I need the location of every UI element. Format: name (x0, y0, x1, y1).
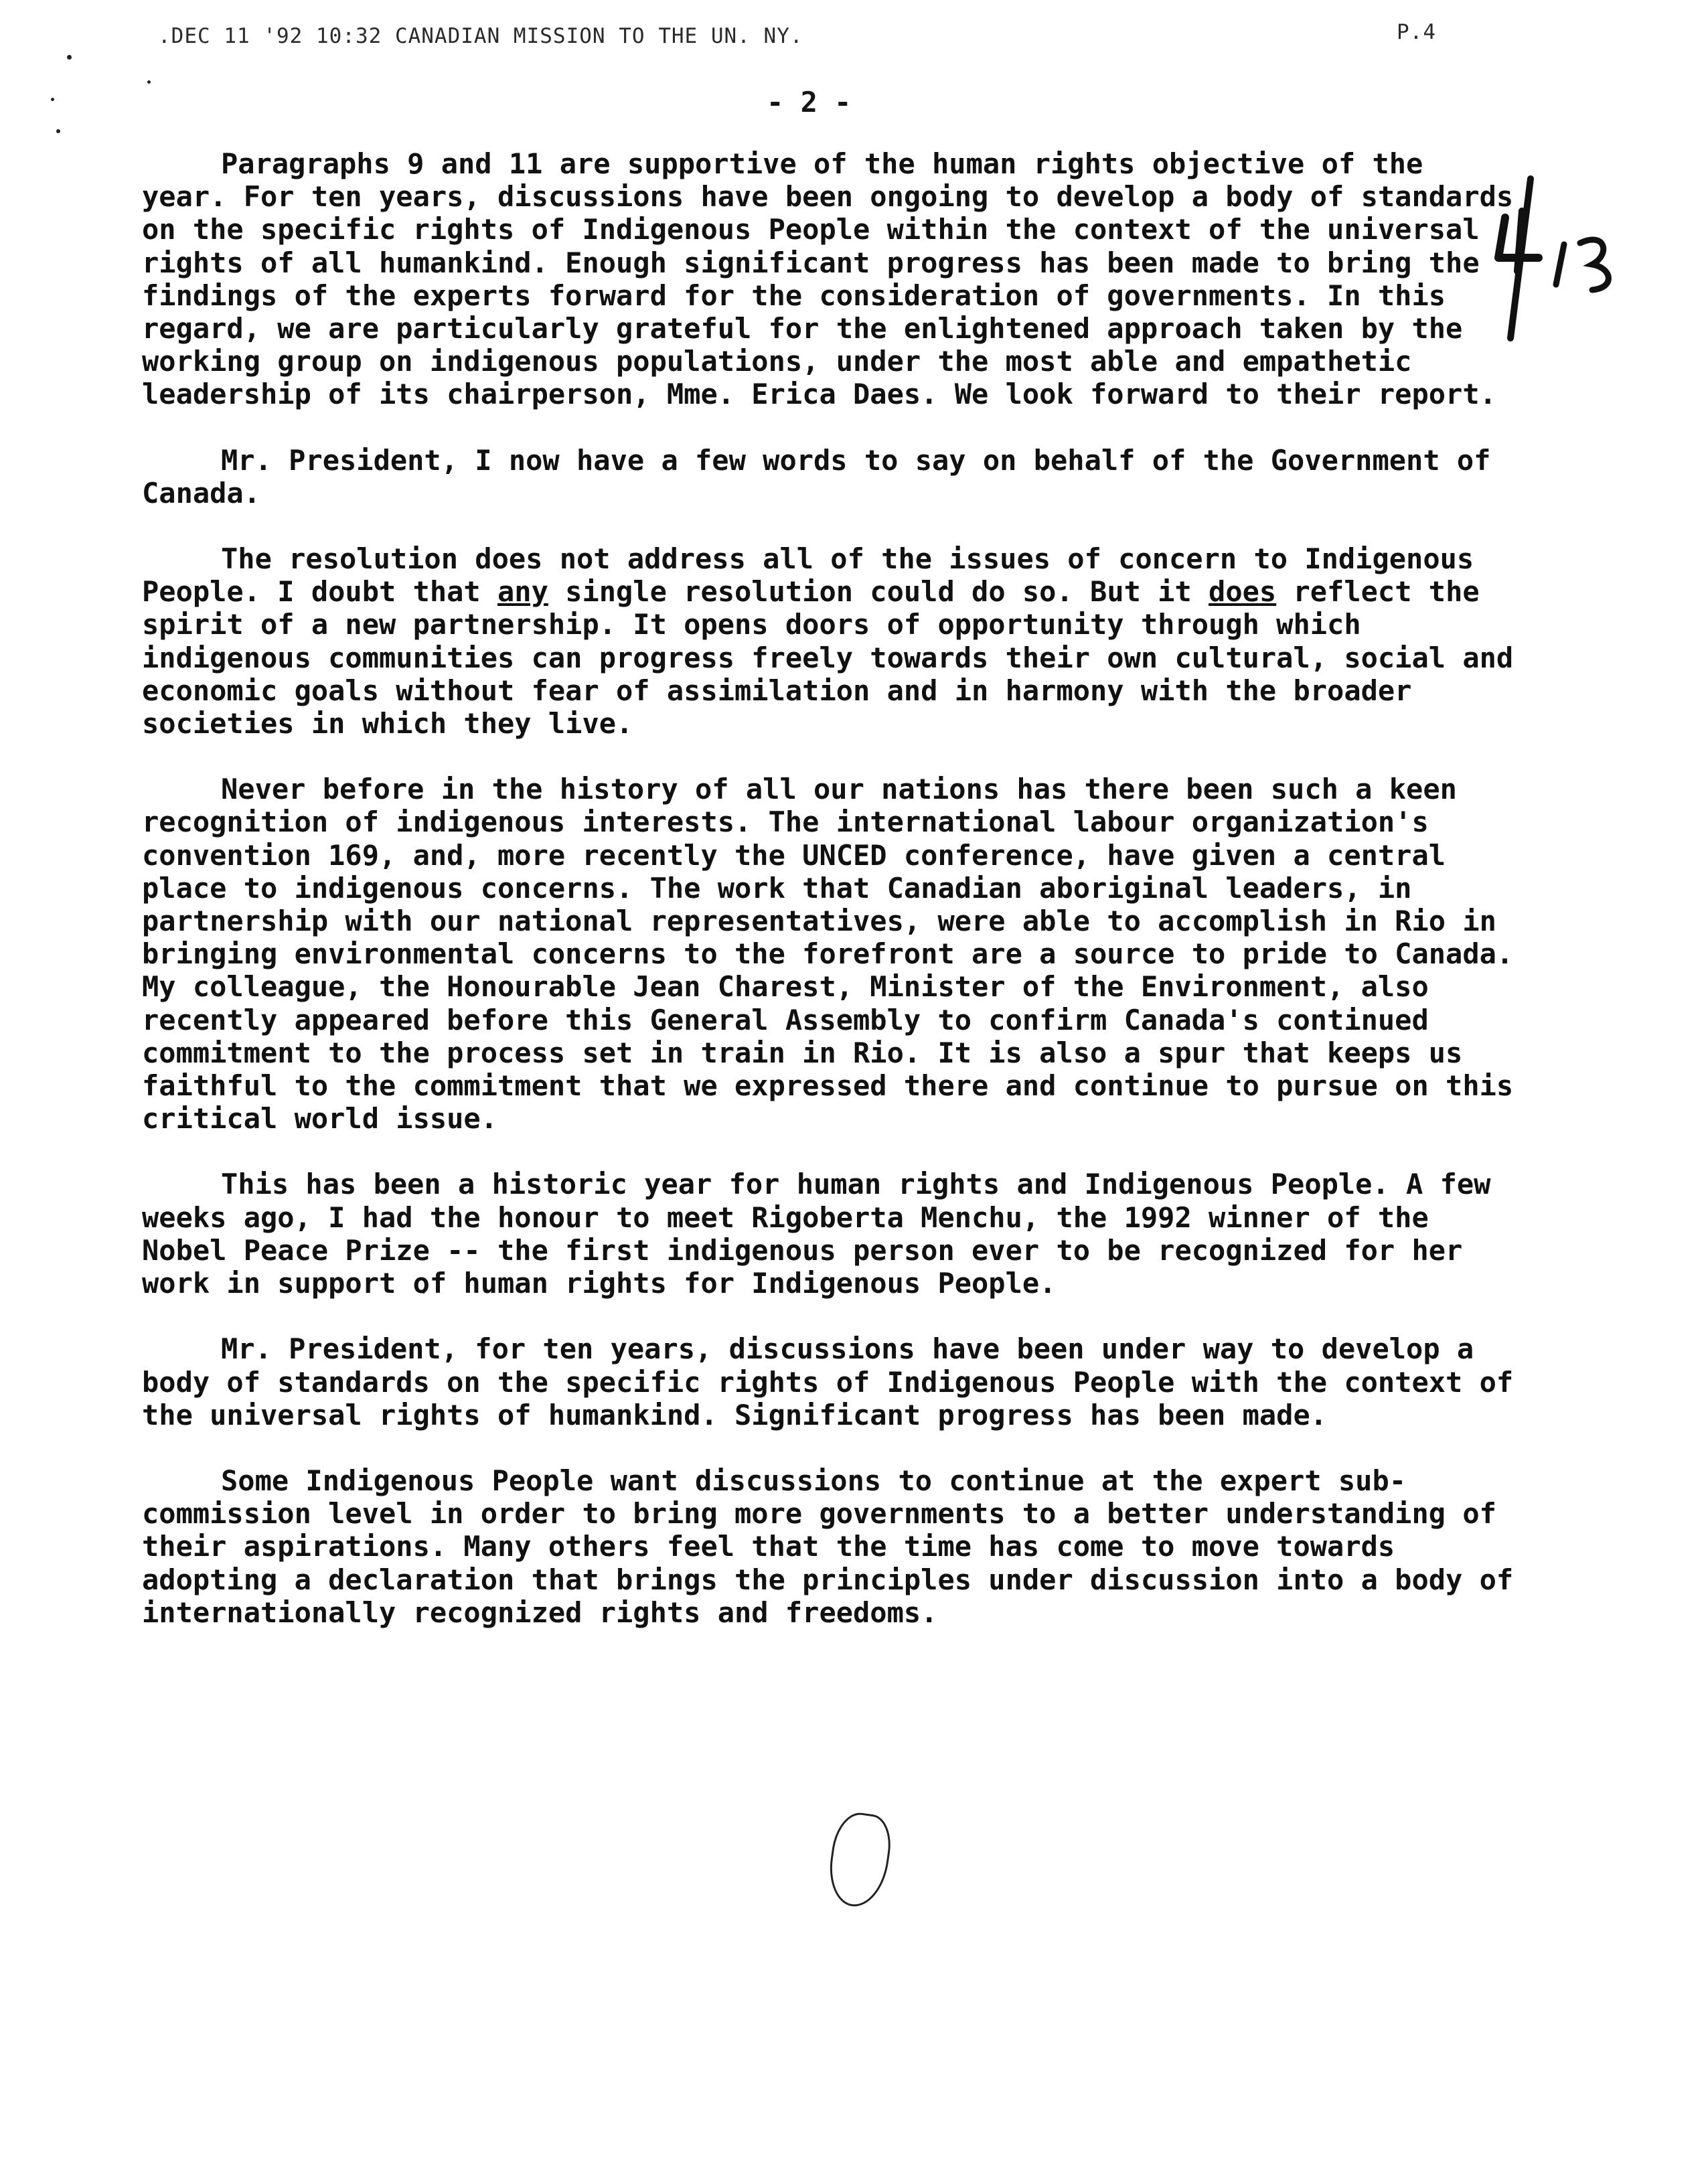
fax-header-line: .DEC 11 '92 10:32 CANADIAN MISSION TO THE UN. NY. (158, 24, 803, 48)
paragraph: Never before in the history of all our nations has there been such a keen recognition of indigenous interests. The international labour organization's convention 169, and, more recently the UNCED conference, have given a central place to indigenous concerns. The work that Canadian aboriginal leaders, in partnership with our national representatives, were able to accomplish in Rio in bringing environmental concerns to the forefront are a source to pride to Canada. My colleague, the Honourable Jean Charest, Minister of the Environment, also recently appeared before this General Assembly to confirm Canada's continued commitment to the process set in train in Rio. It is also a spur that keeps us faithful to the commitment that we expressed there and continue to pursue on this critical world issue. (142, 773, 1514, 1136)
paragraph: Paragraphs 9 and 11 are supportive of the human rights objective of the year. For ten years, discussions have been ongoing to develop a body of standards on the specific rights of Indigenous People within the context of the universal rights of all humankind. Enough significant progress has been made to bring the findings of the experts forward for the consideration of governments. In this regard, we are particularly grateful for the enlightened approach taken by the working group on indigenous populations, under the most able and empathetic leadership of its chairperson, Mme. Erica Daes. We look forward to their report. (142, 147, 1514, 411)
handwritten-circle (825, 1810, 895, 1911)
paragraph: This has been a historic year for human rights and Indigenous People. A few weeks ago, I had the honour to meet Rigoberta Menchu, the 1992 winner of the Nobel Peace Prize -- the first indigenous person ever to be recognized for her work in support of human rights for Indigenous People. (142, 1168, 1491, 1300)
underlined-word: does (1209, 575, 1277, 609)
paragraph: Mr. President, I now have a few words to say on behalf of the Government of Canada. (142, 443, 1491, 510)
scan-speck (56, 129, 60, 133)
paragraph-text: The resolution does not address all of the issues of concern to Indigenous People. I doubt that (142, 542, 1474, 609)
paragraph-text: single resolution could do so. But it (548, 575, 1209, 609)
scan-speck (51, 98, 54, 101)
page-number: - 2 - (767, 86, 852, 119)
paragraph: Some Indigenous People want discussions to continue at the expert sub-commission level in order to bring more governments to a better understanding of their aspirations. Many others feel that the time has come to move towards adopting a declaration that brings the principles under discussion into a body of internationally recognized rights and freedoms. (142, 1464, 1514, 1629)
handwritten-margin-note (1492, 171, 1646, 345)
letter-body (142, 147, 1515, 1662)
fax-page-label: P.4 (1397, 20, 1436, 44)
fax-transmission-header (158, 20, 1436, 60)
paragraph-text: reflect the spirit of a new partnership. It opens doors of opportunity through which indigenous communities can progress freely towards their own cultural, social and economic goals without fear of assimilation and in harmony with the broader societies in which they live. (142, 575, 1514, 741)
paragraph (142, 542, 1515, 740)
underlined-word: any (497, 575, 548, 609)
paragraph: Mr. President, for ten years, discussions have been under way to develop a body of standards on the specific rights of Indigenous People with the context of the universal rights of humankind. Significant progress has been made. (142, 1332, 1514, 1431)
scan-speck (147, 80, 151, 84)
scan-speck (67, 55, 72, 60)
